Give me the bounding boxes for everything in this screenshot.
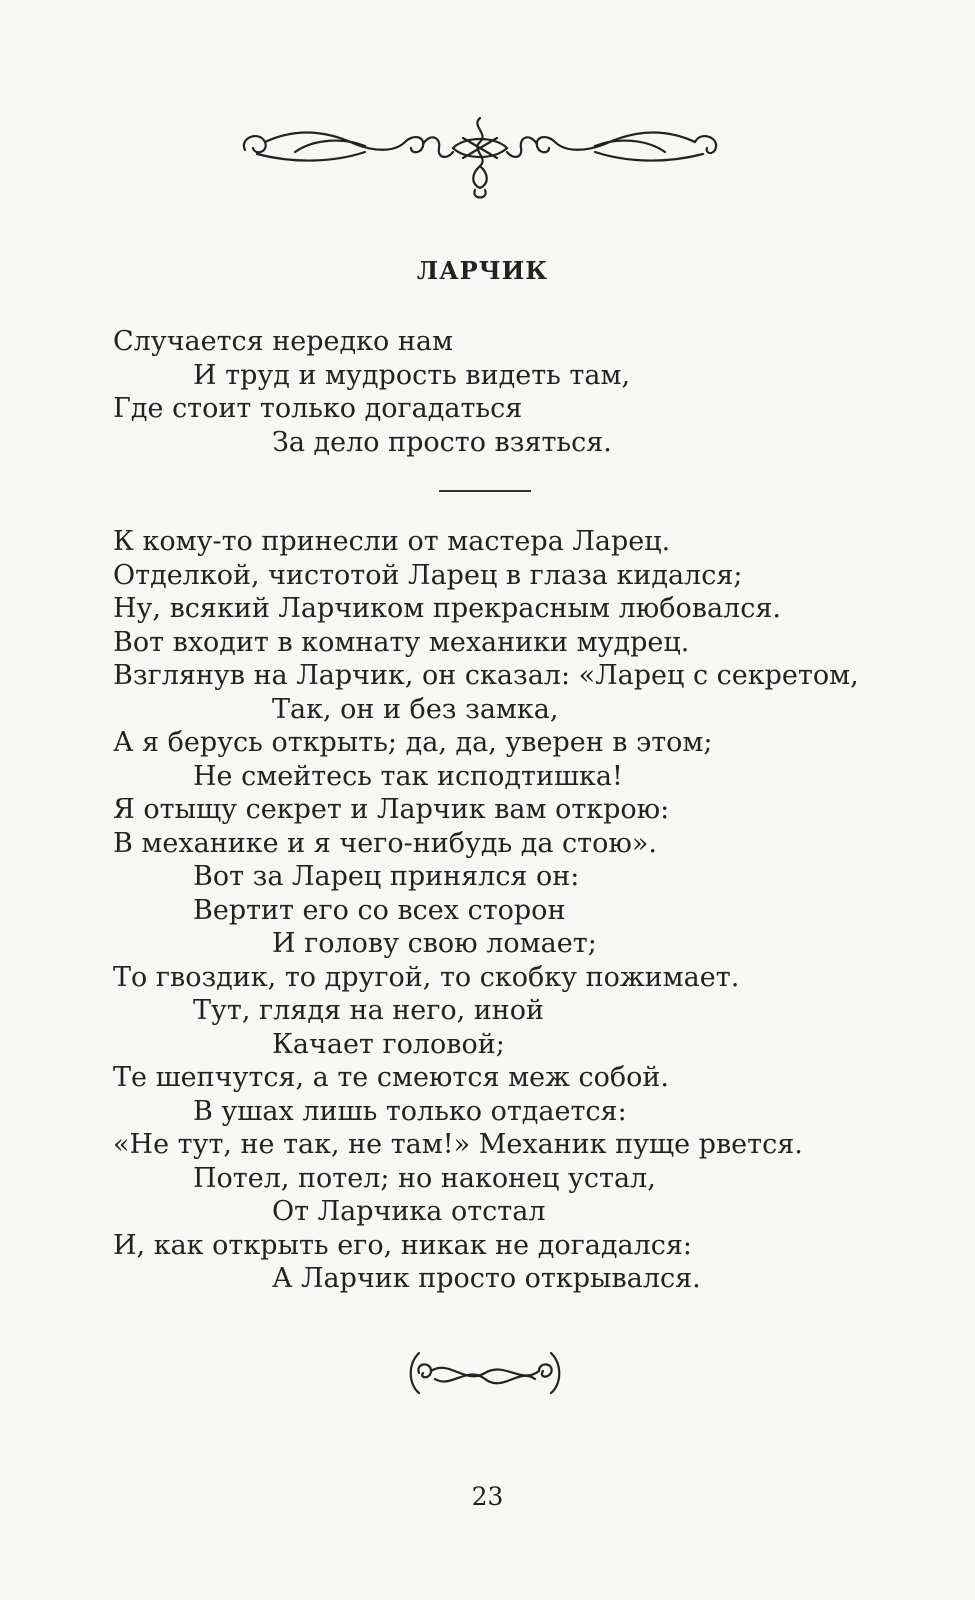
verse-line: Качает головой;: [272, 1028, 505, 1060]
verse-line: Отделкой, чистотой Ларец в глаза кидался;: [113, 559, 743, 591]
section-divider: [439, 490, 531, 492]
verse-line: И, как открыть его, никак не догадался:: [113, 1229, 692, 1261]
verse-line: А я берусь открыть; да, да, уверен в этом;: [113, 727, 713, 758]
verse-line: Случается нередко нам: [113, 326, 453, 357]
verse-line: В ушах лишь только отдается:: [193, 1095, 627, 1127]
verse-line: От Ларчика отстал: [272, 1196, 546, 1227]
verse-line: Вертит его со всех сторон: [193, 894, 566, 926]
verse-line: И труд и мудрость видеть там,: [193, 359, 631, 391]
verse-line: Где стоит только догадаться: [113, 393, 523, 424]
verse-line: Взглянув на Ларчик, он сказал: «Ларец с секретом,: [113, 660, 859, 691]
verse-line: Вот за Ларец принялся он:: [193, 861, 580, 892]
verse-line: В механике и я чего-нибудь да стою».: [113, 827, 657, 859]
poem-title: ЛАРЧИК: [416, 256, 549, 285]
verse-line: «Не тут, не так, не там!» Механик пуще рвется.: [113, 1129, 803, 1160]
verse-line: А Ларчик просто открывался.: [272, 1263, 701, 1294]
verse-line: Так, он и без замка,: [272, 693, 559, 725]
verse-line: То гвоздик, то другой, то скобку пожимает.: [113, 961, 740, 993]
verse-line: Вот входит в комнату механики мудрец.: [113, 626, 690, 658]
verse-line: За дело просто взяться.: [272, 426, 612, 458]
page-number: 23: [471, 1482, 504, 1511]
verse-line: Я отыщу секрет и Ларчик вам открою:: [113, 794, 670, 825]
verse-line: И голову свою ломает;: [272, 928, 597, 959]
verse-line: Не смейтесь так исподтишка!: [193, 760, 623, 792]
scroll-ornament-bottom: [405, 1345, 565, 1405]
verse-line: Тут, глядя на него, иной: [193, 995, 545, 1026]
verse-line: Потел, потел; но наконец устал,: [193, 1162, 656, 1194]
verse-line: К кому-то принесли от мастера Ларец.: [113, 526, 671, 557]
scroll-ornament-top: [235, 108, 725, 208]
verse-line: Ну, всякий Ларчиком прекрасным любовался.: [113, 593, 781, 624]
verse-line: Те шепчутся, а те смеются меж собой.: [113, 1062, 669, 1093]
